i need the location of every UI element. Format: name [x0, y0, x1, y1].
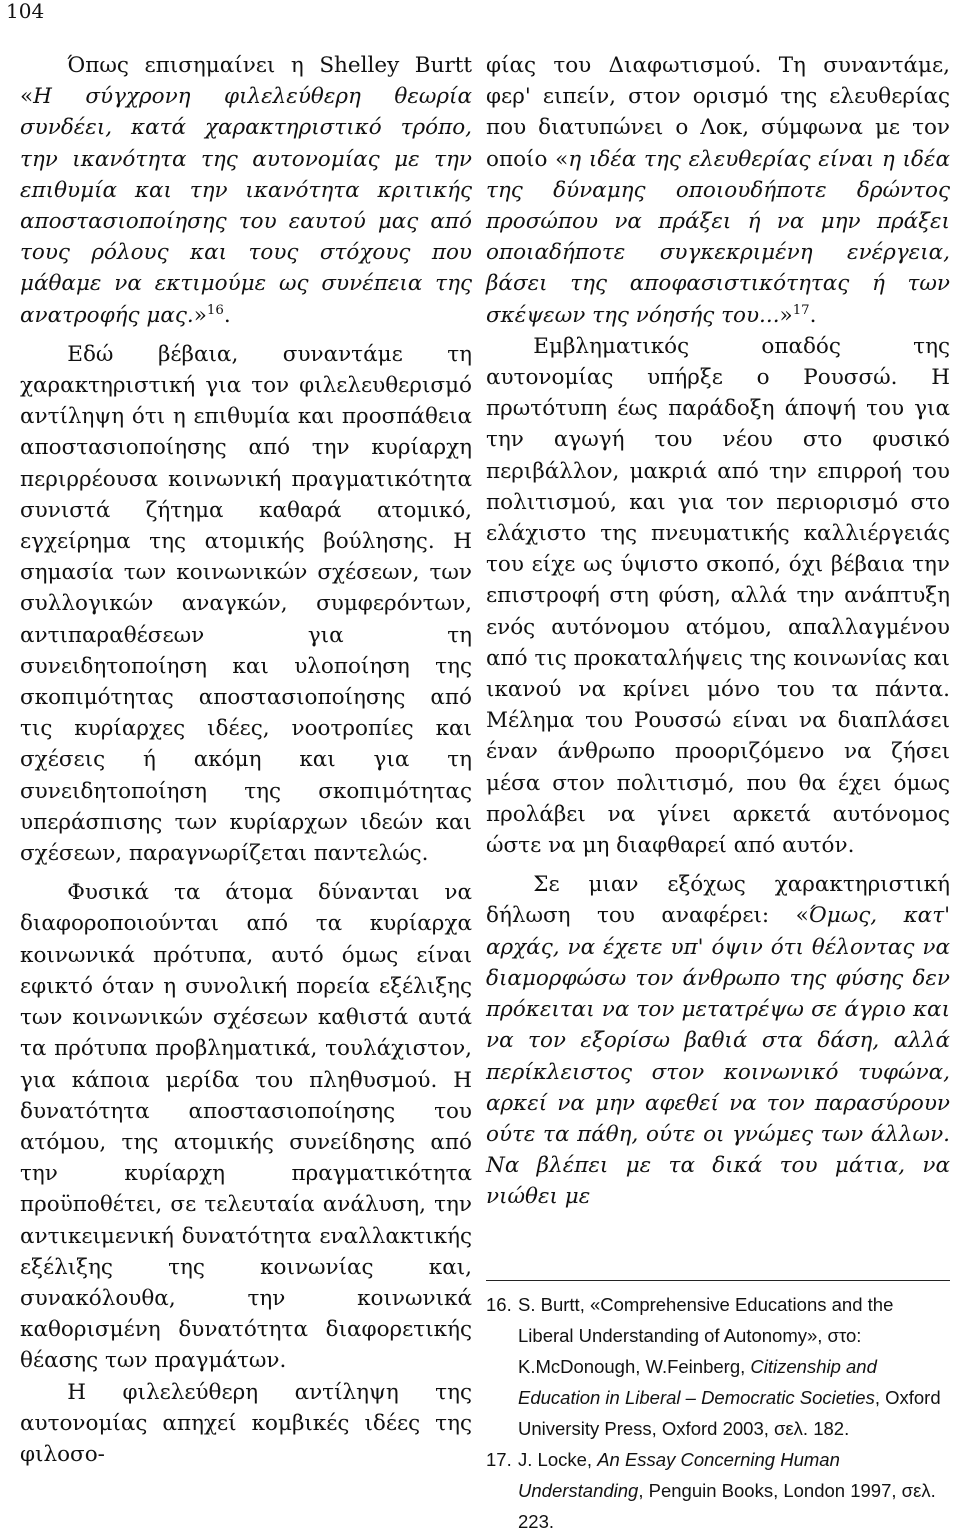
- footnote-ref[interactable]: 17: [792, 302, 810, 318]
- paragraph-text: Σε μιαν εξόχως χαρακτηριστική δήλωση του αναφέρει: «: [486, 872, 950, 929]
- footnote-text: , Oxford University Press, Oxford 2003, σελ. 182.: [518, 1387, 941, 1439]
- paragraph: Η φιλελεύθερη αντίληψη της αυτονομίας απηχεί κομβικές ιδέες της φιλοσο-: [20, 1379, 472, 1467]
- quotation: Όμως, κατ' αρχάς, να έχετε υπ' όψιν ότι θέλοντας να διαμορφώσω τον άνθρωπο της φύσης δεν πρόκειται να τον μετατρέψω σε άγριο και να τον εξορίσω βαθιά στα δάση, αλλά περίκλειστος στον κοινωνικό τυφώνα, αρκεί να μην αφεθεί να τον παρασύρουν ούτε τα πάθη, ούτε οι γνώμες των άλλων. Να βλέπει με τα δικά του μάτια, να νιώθει με: [486, 903, 950, 1210]
- left-column: [20, 50, 472, 1470]
- right-column: [486, 50, 950, 1213]
- footnotes: [486, 1280, 950, 1537]
- paragraph-text: φίας του Διαφωτισμού. Τη συναντάμε, φερ' ειπείν, στον ορισμό της ελευθερίας που διατυπώνει ο Λοκ, σύμφωνα με τον οποίο «: [486, 53, 950, 172]
- footnote-ref[interactable]: 16: [206, 302, 224, 318]
- paragraph: [20, 50, 472, 331]
- footnote-number: 16.: [486, 1294, 512, 1315]
- footnote-number: 17.: [486, 1449, 512, 1470]
- footnote-title: An Essay Concerning Human Understanding: [518, 1449, 840, 1501]
- paragraph-end: .: [809, 302, 817, 328]
- footnote: [486, 1444, 950, 1537]
- paragraph-text: Όπως επισημαίνει η Shelley Burtt «: [20, 53, 472, 110]
- quotation: Η σύγχρονη φιλελεύθερη θεωρία συνδέει, κατά χαρακτηριστικό τρόπο, την ικανότητα της αυτονομίας με την επιθυμία και την ικανότητα κριτικής αποστασιοποίησης του εαυτού μας από τους ρόλους και τους στόχους που μάθαμε να εκτιμούμε ως συνέπεια της ανατροφής μας.: [20, 84, 472, 328]
- quote-close: »: [193, 302, 207, 328]
- page-number: 104: [6, 0, 45, 23]
- footnote-text: S. Burtt, «Comprehensive Educations and the Liberal Understanding of Autonomy», στο: K.McDonough, W.Feinberg,: [518, 1294, 894, 1377]
- footnote: [486, 1289, 950, 1444]
- paragraph: [486, 50, 950, 331]
- quotation: η ιδέα της ελευθερίας είναι η ιδέα της δύναμης οποιουδήποτε δρώντος προσώπου να πράξει ή να μην πράξει οποιαδήποτε συγκεκριμένη ενέργεια, βάσει της αποφασιστικότητας ή των σκέψεων της νόησής του...: [486, 146, 950, 328]
- footnote-text: J. Locke,: [518, 1449, 598, 1470]
- paragraph: [486, 869, 950, 1212]
- footnote-text: , Penguin Books, London 1997, σελ. 223.: [518, 1480, 936, 1532]
- paragraph-end: .: [223, 302, 231, 328]
- paragraph: Εμβληματικός οπαδός της αυτονομίας υπήρξε ο Ρουσσώ. Η πρωτότυπη έως παράδοξη άποψή του για την αγωγή του νέου στο φυσικό περιβάλλον, μακριά από την επιρροή του πολιτισμού, και για τον περιορισμό στο ελάχιστο της πνευματικής καλλιέργειάς του είχε ως ύψιστο σκοπό, όχι βέβαια την επιστροφή στη φύση, αλλά την ανάπτυξη ενός αυτόνομου ατόμου, απαλλαγμένου από τις προκαταλήψεις της κοινωνίας και ικανού να κρίνει μόνο του τα πάντα. Μέλημα του Ρουσσώ είναι να διαπλάσει έναν άνθρωπο προοριζόμενο να ζήσει μέσα στον πολιτισμό, που θα έχει όμως προλάβει να γίνει αρκετά αυτόνομος ώστε να μη διαφθαρεί από αυτόν.: [486, 333, 950, 859]
- paragraph: Φυσικά τα άτομα δύνανται να διαφοροποιούνται από τα κυρίαρχα κοινωνικά πρότυπα, αυτό όμως είναι εφικτό όταν η συνολική πορεία εξέλιξης των κοινωνικών σχέσεων καθιστά αυτά τα πρότυπα προβληματικά, τουλάχιστον, για κάποια μερίδα του πληθυσμού. Η δυνατότητα αποστασιοποίησης του ατόμου, της ατομικής συνείδησης από την κυρίαρχη πραγματικότητα προϋποθέτει, σε τελευταία ανάλυση, την αντικειμενική δυνατότητα εναλλακτικής εξέλιξης της κοινωνίας και, συνακόλουθα, την κοινωνικά καθορισμένη δυνατότητα διαφορετικής θέασης των πραγμάτων.: [20, 880, 472, 1374]
- footnote-title: Citizenship and Education in Liberal – Democratic Societies: [518, 1356, 877, 1408]
- paragraph: Εδώ βέβαια, συναντάμε τη χαρακτηριστική για τον φιλελευθερισμό αντίληψη ότι η επιθυμία και προσπάθεια αποστασιοποίησης από την κυρίαρχη περιρρέουσα κοινωνική πραγματικότητα συνιστά ζήτημα καθαρά ατομικό, εγχείρημα της ατομικής βούλησης. Η σημασία των κοινωνικών σχέσεων, των συλλογικών αναγκών, συμφερόντων, αντιπαραθέσεων για τη συνειδητοποίηση και υλοποίηση της σκοπιμότητας αποστασιοποίησης από τις κυρίαρχες ιδέες, νοοτροπίες και σχέσεις ή ακόμη και για τη συνειδητοποίηση της σκοπιμότητας υπεράσπισης των κυρίαρχων ιδεών και σχέσεων, παραγνωρίζεται παντελώς.: [20, 341, 472, 867]
- quote-close: »: [779, 302, 793, 328]
